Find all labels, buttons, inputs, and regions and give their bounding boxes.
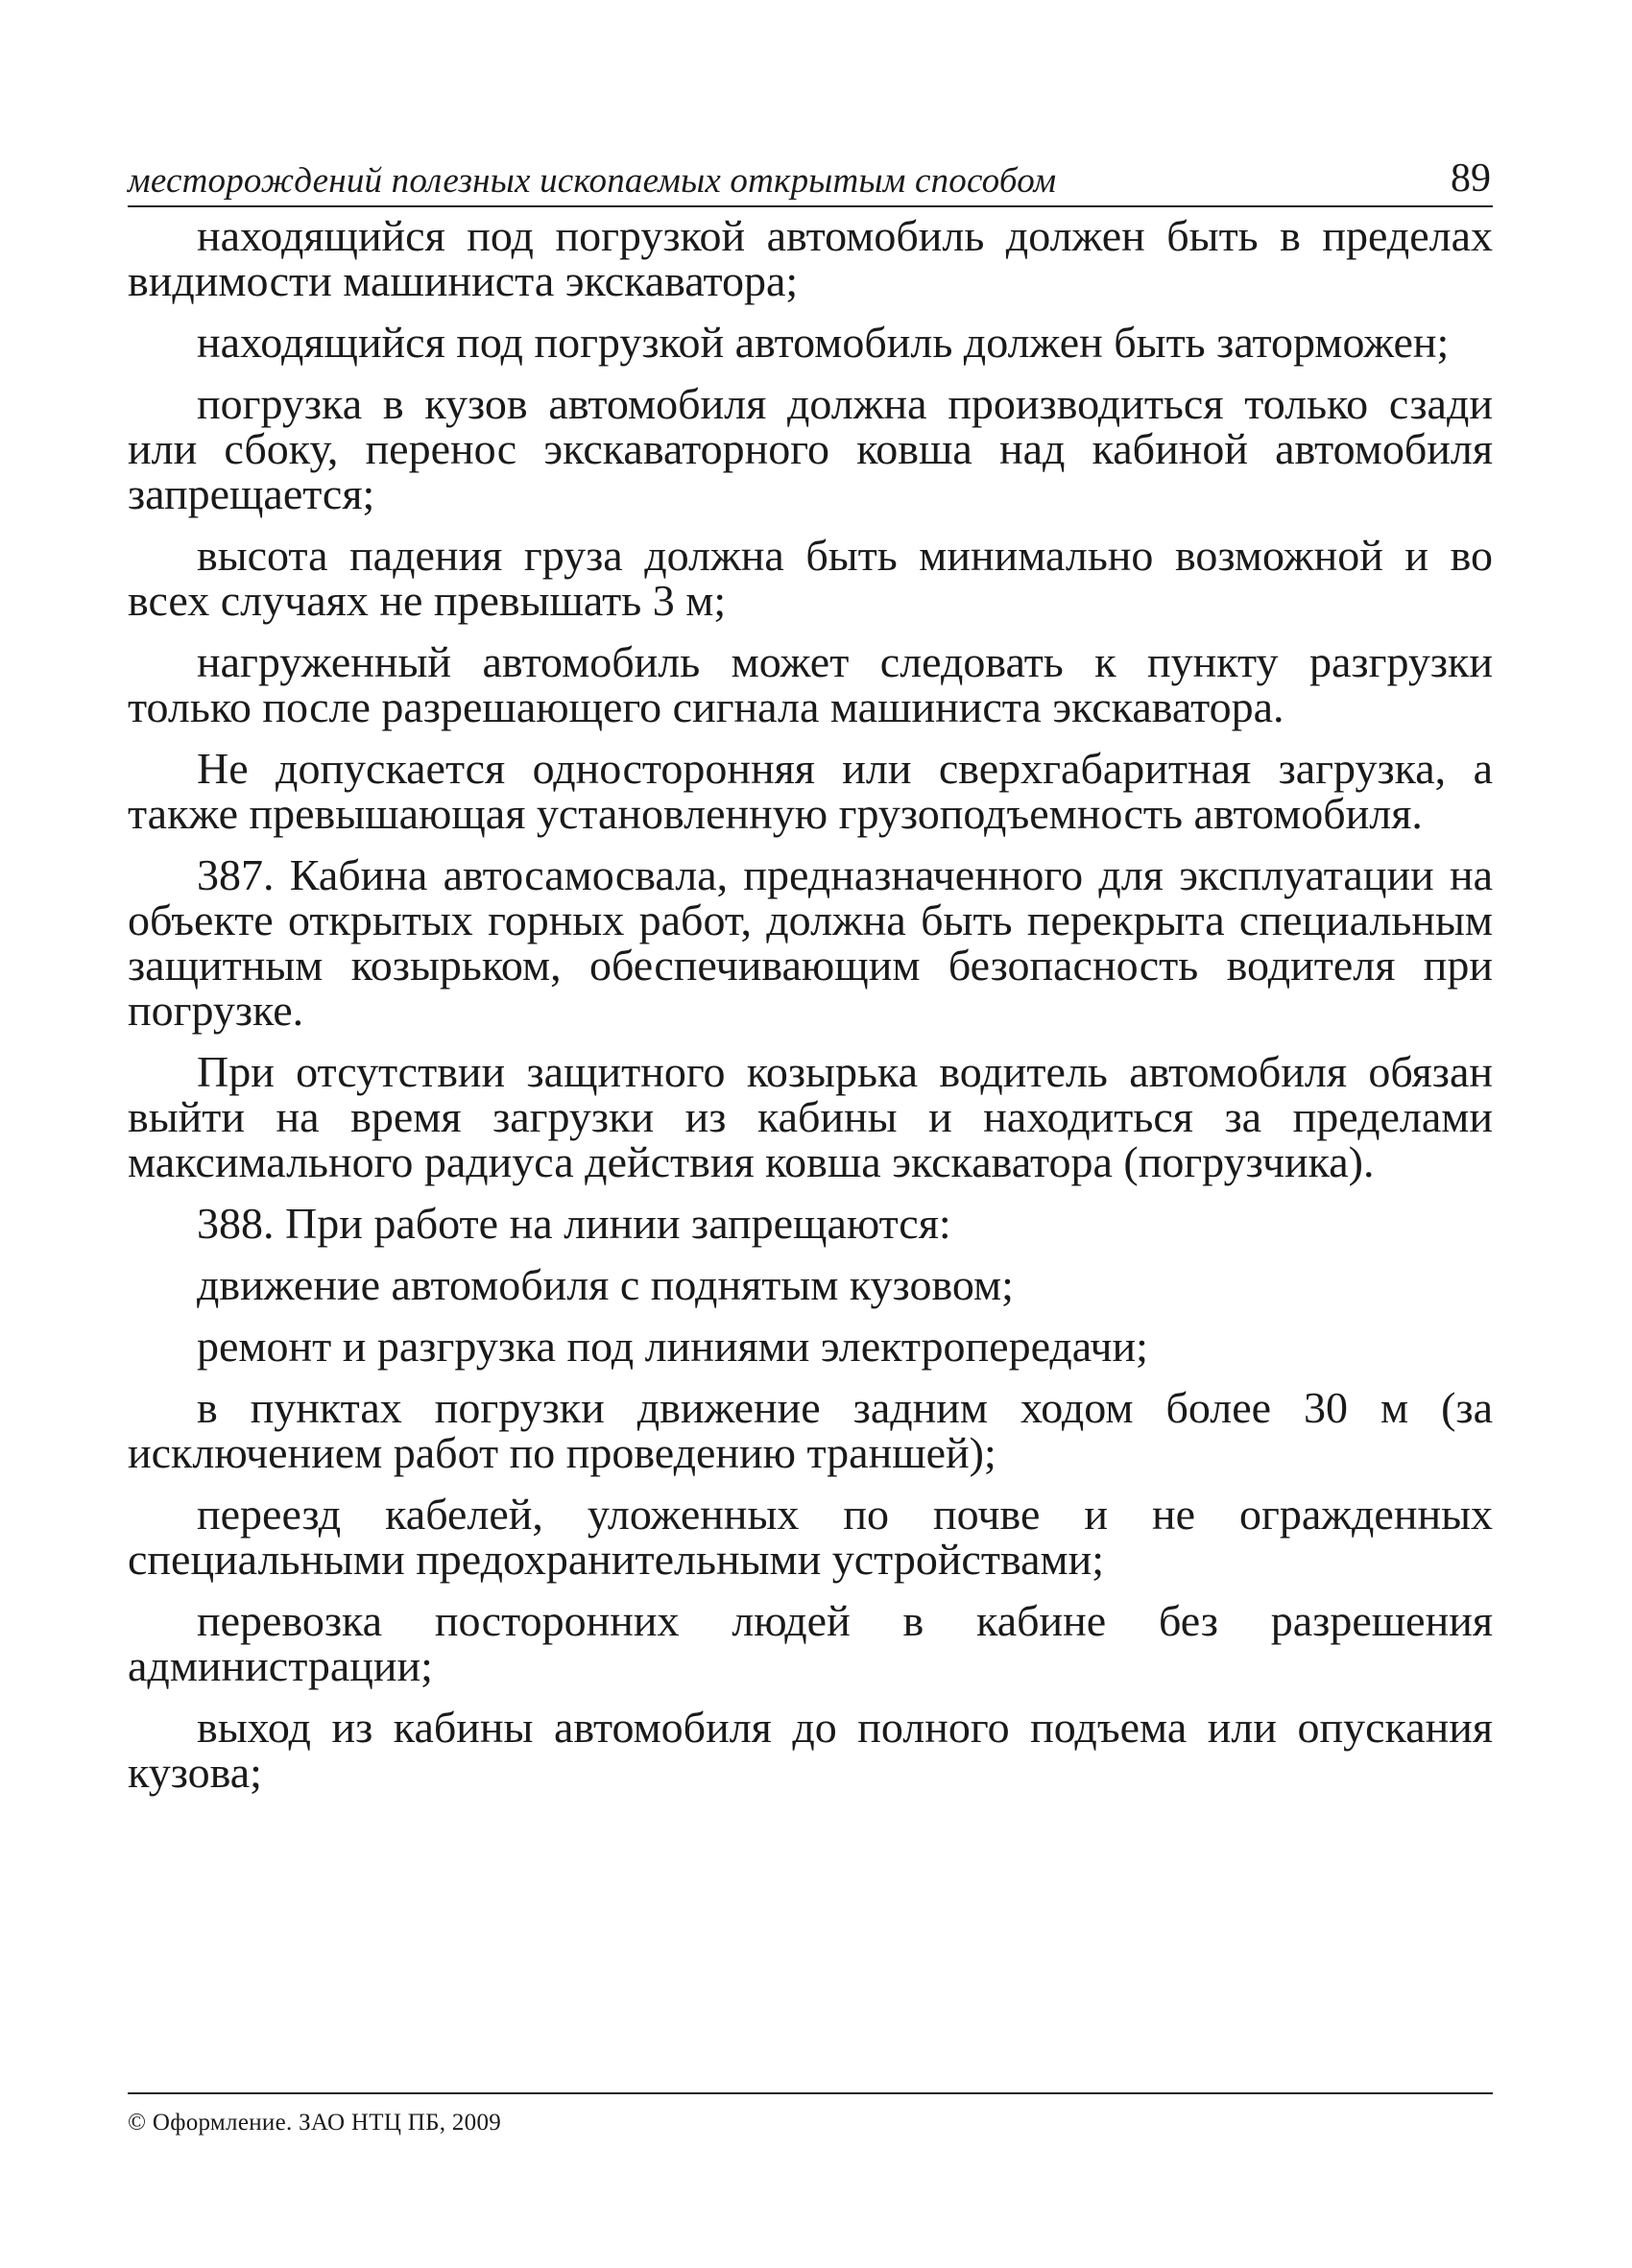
paragraph: переезд кабелей, уложенных по почве и не огражденных специальными предохранительными устройствами;	[128, 1490, 1493, 1584]
paragraph: погрузка в кузов автомобиля должна производиться только сзади или сбоку, перенос экскаваторного ковша над кабиной автомобиля запрещается;	[128, 379, 1493, 518]
paragraph: ремонт и разгрузка под линиями электропередачи;	[197, 1322, 1148, 1371]
paragraph: высота падения груза должна быть минимально возможной и во всех случаях не превышать 3 м;	[128, 531, 1493, 625]
paragraph: При отсутствии защитного козырька водитель автомобиля обязан выйти на время загрузки из кабины и находиться за пределами максимального радиуса действия ковша экскаватора (погрузчика).	[128, 1047, 1493, 1186]
running-header	[128, 150, 1493, 207]
paragraph: находящийся под погрузкой автомобиль должен быть заторможен;	[197, 318, 1450, 367]
paragraph-item-387: 387. Кабина автосамосвала, предназначенного для эксплуатации на объекте открытых горных работ, должна быть перекрыта специальным защитным козырьком, обеспечивающим безопасность водителя при погрузке.	[128, 850, 1493, 1035]
paragraph: выход из кабины автомобиля до полного подъема или опускания кузова;	[128, 1703, 1493, 1797]
paragraph: движение автомобиля с поднятым кузовом;	[197, 1260, 1014, 1309]
paragraph: в пунктах погрузки движение задним ходом более 30 м (за исключением работ по проведению траншей);	[128, 1383, 1493, 1477]
running-header-title: месторождений полезных ископаемых открытым способом	[128, 161, 1057, 201]
page-number: 89	[1451, 156, 1491, 201]
body-text	[128, 213, 1493, 1811]
paragraph: находящийся под погрузкой автомобиль должен быть в пределах видимости машиниста экскаватора;	[128, 211, 1493, 305]
paragraph-item-388: 388. При работе на линии запрещаются:	[197, 1199, 951, 1248]
footer-copyright: © Оформление. ЗАО НТЦ ПБ, 2009	[128, 2110, 502, 2136]
footer-divider	[128, 2092, 1493, 2094]
paragraph: перевозка посторонних людей в кабине без разрешения администрации;	[128, 1596, 1493, 1690]
paragraph: нагруженный автомобиль может следовать к пункту разгрузки только после разрешающего сигнала машиниста экскаватора.	[128, 637, 1493, 731]
paragraph: Не допускается односторонняя или сверхгабаритная загрузка, а также превышающая установленную грузоподъемность автомобиля.	[128, 744, 1493, 838]
